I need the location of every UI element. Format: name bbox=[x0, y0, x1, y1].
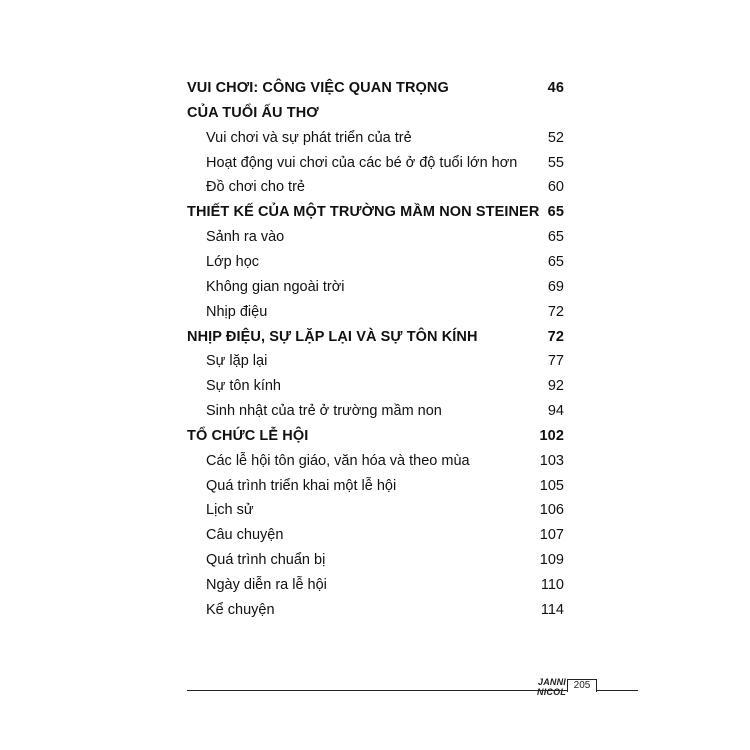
toc-page-number: 109 bbox=[539, 552, 564, 569]
toc-entry-title: Sự tôn kính bbox=[206, 378, 281, 395]
toc-entry-row bbox=[187, 349, 564, 373]
toc-entry-title: Sảnh ra vào bbox=[206, 229, 285, 246]
footer-page-number: 205 bbox=[567, 679, 597, 692]
toc-section-row bbox=[187, 424, 564, 448]
toc-entry-row bbox=[187, 598, 564, 622]
toc-entry-row bbox=[187, 449, 564, 473]
toc-entry-row bbox=[187, 151, 564, 175]
toc-section-title: THIẾT KẾ CỦA MỘT TRƯỜNG MẦM NON STEINER bbox=[187, 204, 540, 221]
toc-entry-title: Không gian ngoài trời bbox=[206, 278, 345, 295]
toc-page-number: 55 bbox=[547, 154, 564, 171]
toc-page-number: 72 bbox=[547, 303, 564, 320]
toc-entry-title: Lớp học bbox=[206, 253, 260, 270]
toc-section-title: CỦA TUỔI ẤU THƠ bbox=[187, 104, 319, 121]
toc-entry-title: Sinh nhật của trẻ ở trường mầm non bbox=[206, 403, 442, 420]
toc-entry-title: Sự lặp lại bbox=[206, 353, 268, 370]
toc-page-number: 102 bbox=[539, 427, 564, 444]
toc-page-number: 65 bbox=[547, 229, 564, 246]
toc-page-number: 52 bbox=[547, 129, 564, 146]
toc-entry-title: Lịch sử bbox=[206, 502, 254, 519]
toc-entry-title: Câu chuyện bbox=[206, 527, 284, 544]
toc-section-row bbox=[187, 101, 564, 125]
toc-entry-title: Quá trình triển khai một lễ hội bbox=[206, 477, 397, 494]
toc-page-number: 65 bbox=[547, 253, 564, 270]
toc-page-number: 105 bbox=[539, 477, 564, 494]
toc-page-number: 103 bbox=[539, 452, 564, 469]
toc-section-row bbox=[187, 200, 564, 224]
toc-entry-row bbox=[187, 399, 564, 423]
toc-page-number: 77 bbox=[547, 353, 564, 370]
toc-section-title: NHỊP ĐIỆU, SỰ LẶP LẠI VÀ SỰ TÔN KÍNH bbox=[187, 328, 478, 345]
toc-section-title: VUI CHƠI: CÔNG VIỆC QUAN TRỌNG bbox=[187, 80, 449, 96]
toc-entry-title: Đồ chơi cho trẻ bbox=[206, 179, 305, 196]
toc-page-number: 114 bbox=[540, 601, 564, 618]
toc-page-number: 72 bbox=[547, 328, 564, 345]
toc-section-title: TỔ CHỨC LỄ HỘI bbox=[187, 427, 309, 444]
toc-section-row bbox=[187, 76, 564, 100]
toc-section-row bbox=[187, 325, 564, 349]
toc-entry-row bbox=[187, 548, 564, 572]
toc-entry-title: Nhịp điệu bbox=[206, 303, 268, 320]
toc-entry-row bbox=[187, 275, 564, 299]
toc-page-number: 60 bbox=[547, 179, 564, 196]
toc-page-number: 110 bbox=[540, 577, 564, 593]
toc-entry-row bbox=[187, 474, 564, 498]
toc-page-number: 107 bbox=[539, 527, 564, 544]
toc-page-number: 94 bbox=[547, 403, 564, 420]
footer-rule-right bbox=[596, 690, 638, 691]
toc-entry-title: Hoạt động vui chơi của các bé ở độ tuổi lớn hơn bbox=[206, 154, 518, 171]
toc-entry-row bbox=[187, 523, 564, 547]
toc-page-number: 46 bbox=[547, 80, 564, 96]
toc-entry-row bbox=[187, 498, 564, 522]
toc-entry-row bbox=[187, 175, 564, 199]
toc-entry-title: Ngày diễn ra lễ hội bbox=[206, 577, 327, 593]
toc-entry-row bbox=[187, 250, 564, 274]
toc-page-number: 92 bbox=[547, 378, 564, 395]
toc-page-number: 106 bbox=[539, 502, 564, 519]
toc-page-number: 69 bbox=[547, 278, 564, 295]
toc-entry-row bbox=[187, 126, 564, 150]
toc-entry-row bbox=[187, 573, 564, 597]
toc-entry-title: Vui chơi và sự phát triển của trẻ bbox=[206, 129, 412, 146]
toc-entry-title: Quá trình chuẩn bị bbox=[206, 552, 326, 569]
toc-entry-row bbox=[187, 225, 564, 249]
footer-author: JANNI NICOL bbox=[537, 677, 566, 697]
toc-entry-title: Các lễ hội tôn giáo, văn hóa và theo mùa bbox=[206, 452, 470, 469]
toc-page-number: 65 bbox=[547, 204, 564, 221]
toc-entry-title: Kể chuyện bbox=[206, 601, 275, 618]
toc-entry-row bbox=[187, 300, 564, 324]
toc-entry-row bbox=[187, 374, 564, 398]
